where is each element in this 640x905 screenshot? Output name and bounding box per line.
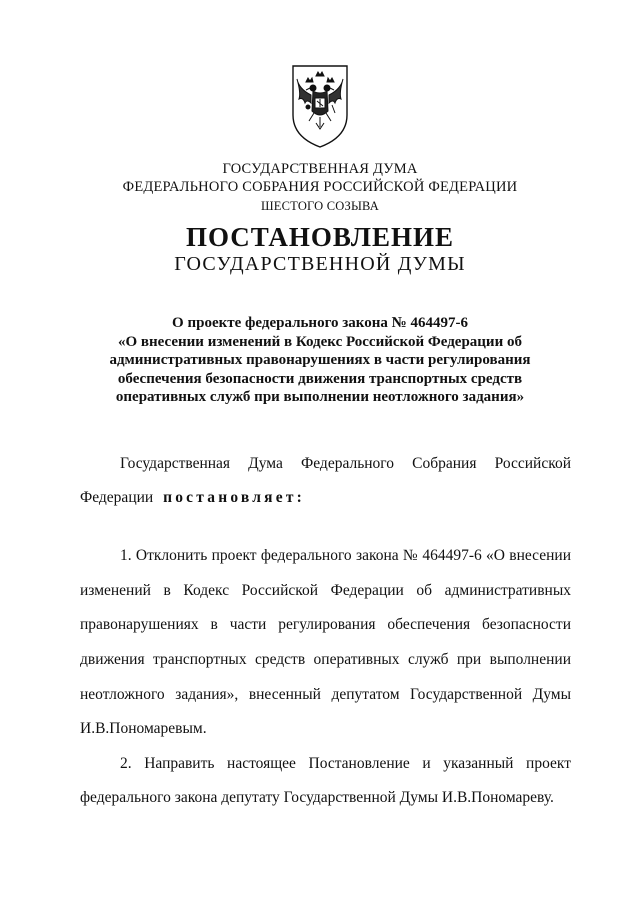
item2-line: 2. Направить настоящее Постановление и указанный проект [120,755,571,772]
item1-line: движения транспортных средств оперативных служб при выполнении [80,651,571,668]
subject-line: оперативных служб при выполнении неотложного задания» [115,389,525,405]
item1-line: правонарушениях в части регулирования обеспечения безопасности [80,616,571,633]
coat-of-arms-emblem [289,63,351,149]
item1-line: неотложного задания», внесенный депутатом Государственной Думы [80,686,571,703]
preamble-resolves: постановляет: [163,489,305,506]
preamble-line: Государственная Дума Федерального Собрания Российской [120,455,571,472]
document-subject [100,314,540,407]
item1-line: И.В.Пономаревым. [80,720,207,737]
subject-line: административных правонарушениях в части регулирования [109,352,531,368]
subject-line: обеспечения безопасности движения транспортных средств [117,370,523,387]
subject-line: О проекте федерального закона № 464497-6 [172,315,468,331]
org-line-convocation: ШЕСТОГО СОЗЫВА [260,199,380,213]
document-subtitle: ГОСУДАРСТВЕННОЙ ДУМЫ [174,253,466,275]
preamble-federation: Федерации [80,489,154,506]
subject-line: «О внесении изменений в Кодекс Российской Федерации об [118,333,522,350]
org-line-duma: ГОСУДАРСТВЕННАЯ ДУМА [222,161,418,177]
item1-line: 1. Отклонить проект федерального закона № 464497-6 «О внесении [120,547,571,564]
org-line-federal-assembly: ФЕДЕРАЛЬНОГО СОБРАНИЯ РОССИЙСКОЙ ФЕДЕРАЦИИ [122,179,518,195]
item1-line: изменений в Кодекс Российской Федерации об административных [80,582,571,599]
document-title: ПОСТАНОВЛЕНИЕ [185,222,455,252]
item2-line: федерального закона депутату Государственной Думы И.В.Пономареву. [80,789,554,806]
preamble-line [80,489,571,507]
